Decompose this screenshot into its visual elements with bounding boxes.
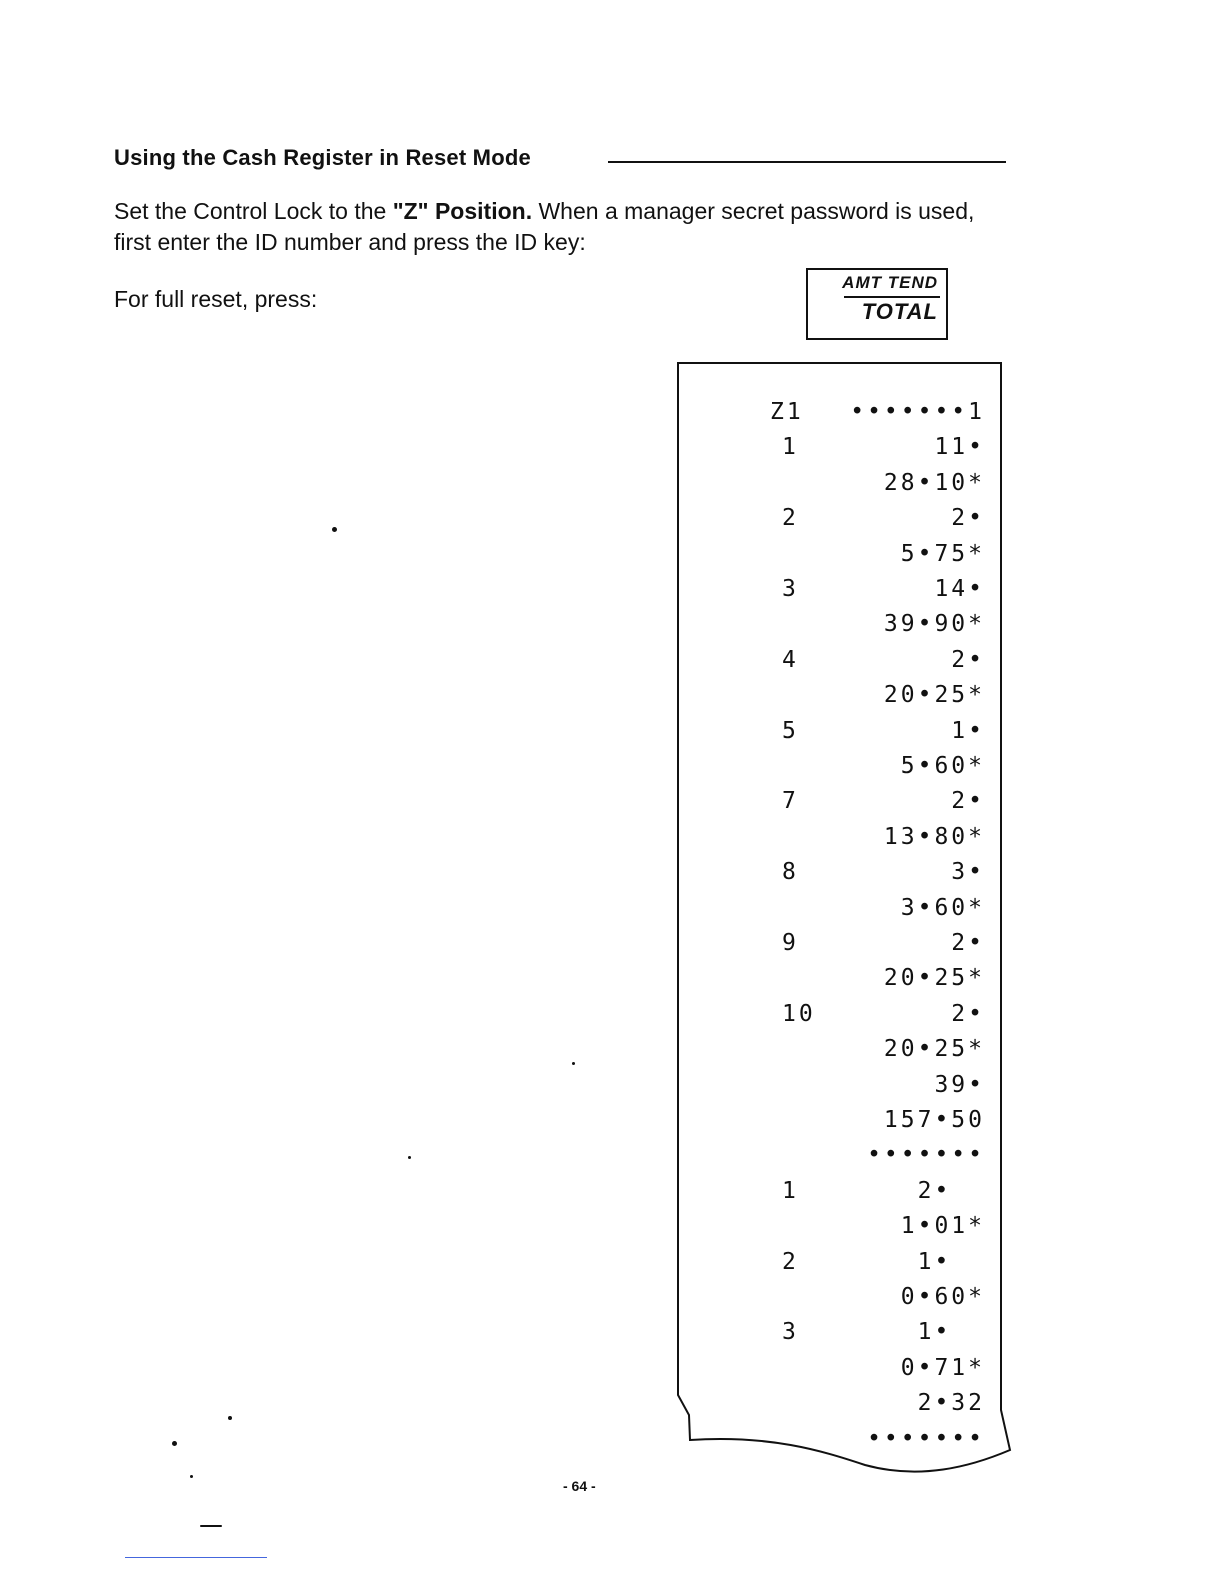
receipt-line-value: 28•10*	[883, 469, 985, 496]
section-heading: Using the Cash Register in Reset Mode	[114, 145, 531, 170]
key-divider	[844, 296, 940, 298]
receipt-line-number: 2	[782, 1248, 799, 1275]
receipt-line-number: 8	[782, 859, 799, 886]
receipt-line-number: Z1	[770, 399, 804, 425]
receipt-line-value: 1•	[917, 1319, 985, 1346]
receipt-line-value: 157•50	[883, 1107, 985, 1133]
receipt-line-value: 5•75*	[900, 540, 985, 567]
receipt-line-number: 2	[782, 505, 799, 532]
receipt-line-value: 2•32	[917, 1390, 985, 1417]
receipt-line-number: 10	[782, 1000, 816, 1027]
receipt-line-value: 2•	[951, 788, 985, 815]
receipt-line-value: 39•	[934, 1071, 985, 1098]
receipt-line-value: 1•	[917, 1248, 985, 1275]
receipt-line-number: 5	[782, 717, 799, 744]
receipt-line-value: 39•90*	[883, 611, 985, 638]
receipt-line-value: 3•60*	[900, 894, 985, 921]
receipt-line-value: 20•25*	[883, 965, 985, 992]
receipt-line-value: 14•	[934, 576, 985, 602]
receipt-line-number: 1	[782, 434, 799, 461]
speck	[200, 1525, 222, 1527]
instruction-text-1: Set the Control Lock to the	[114, 198, 393, 224]
speck	[332, 527, 337, 532]
receipt-line-value: 13•80*	[883, 823, 985, 850]
receipt-line-value: •••••••1	[850, 399, 985, 425]
receipt-line-value: 1•	[951, 717, 985, 744]
instruction-text-2: When a manager secret password is used, first enter the ID number and press the ID key:	[114, 198, 975, 255]
receipt-line-number: 1	[782, 1177, 799, 1204]
receipt-line-value: 3•	[951, 859, 985, 886]
speck	[228, 1416, 232, 1420]
page-number: - 64 -	[563, 1478, 596, 1494]
receipt-line-value: 20•25*	[883, 1036, 985, 1063]
receipt-line-value: •••••••	[867, 1142, 985, 1169]
receipt-line-number: 3	[782, 1319, 799, 1346]
heading-rule	[608, 161, 1006, 163]
receipt-line-number: 7	[782, 788, 799, 815]
receipt-line-number: 4	[782, 646, 799, 673]
receipt-line-value: 1•01*	[900, 1213, 985, 1240]
receipt-line-value: 20•25*	[883, 682, 985, 709]
receipt-line-value: 2•	[951, 930, 985, 956]
receipt-line-value: 2•	[951, 505, 985, 532]
speck	[408, 1156, 411, 1159]
speck	[572, 1062, 575, 1065]
speck	[190, 1475, 193, 1478]
receipt-line-value: 0•60*	[900, 1284, 985, 1310]
key-top-label: AMT TEND	[842, 273, 938, 292]
key-bottom-label: TOTAL	[861, 299, 938, 324]
receipt-line-number: 9	[782, 930, 799, 956]
receipt-line-number: 3	[782, 576, 799, 602]
bottom-rule	[125, 1557, 267, 1558]
receipt-line-value: 11•	[934, 434, 985, 461]
speck	[172, 1441, 177, 1446]
receipt-line-value: •••••••	[867, 1425, 985, 1452]
amt-tend-total-key	[806, 268, 948, 340]
receipt-line-value: 0•71*	[900, 1354, 985, 1381]
z-position-text: "Z" Position.	[392, 198, 533, 224]
full-reset-label: For full reset, press:	[114, 286, 318, 312]
receipt-line-value: 5•60*	[900, 753, 985, 779]
receipt-line-value: 2•	[951, 646, 985, 673]
receipt-line-value: 2•	[951, 1000, 985, 1027]
receipt-line-value: 2•	[917, 1177, 985, 1204]
instruction-paragraph	[114, 196, 1014, 258]
